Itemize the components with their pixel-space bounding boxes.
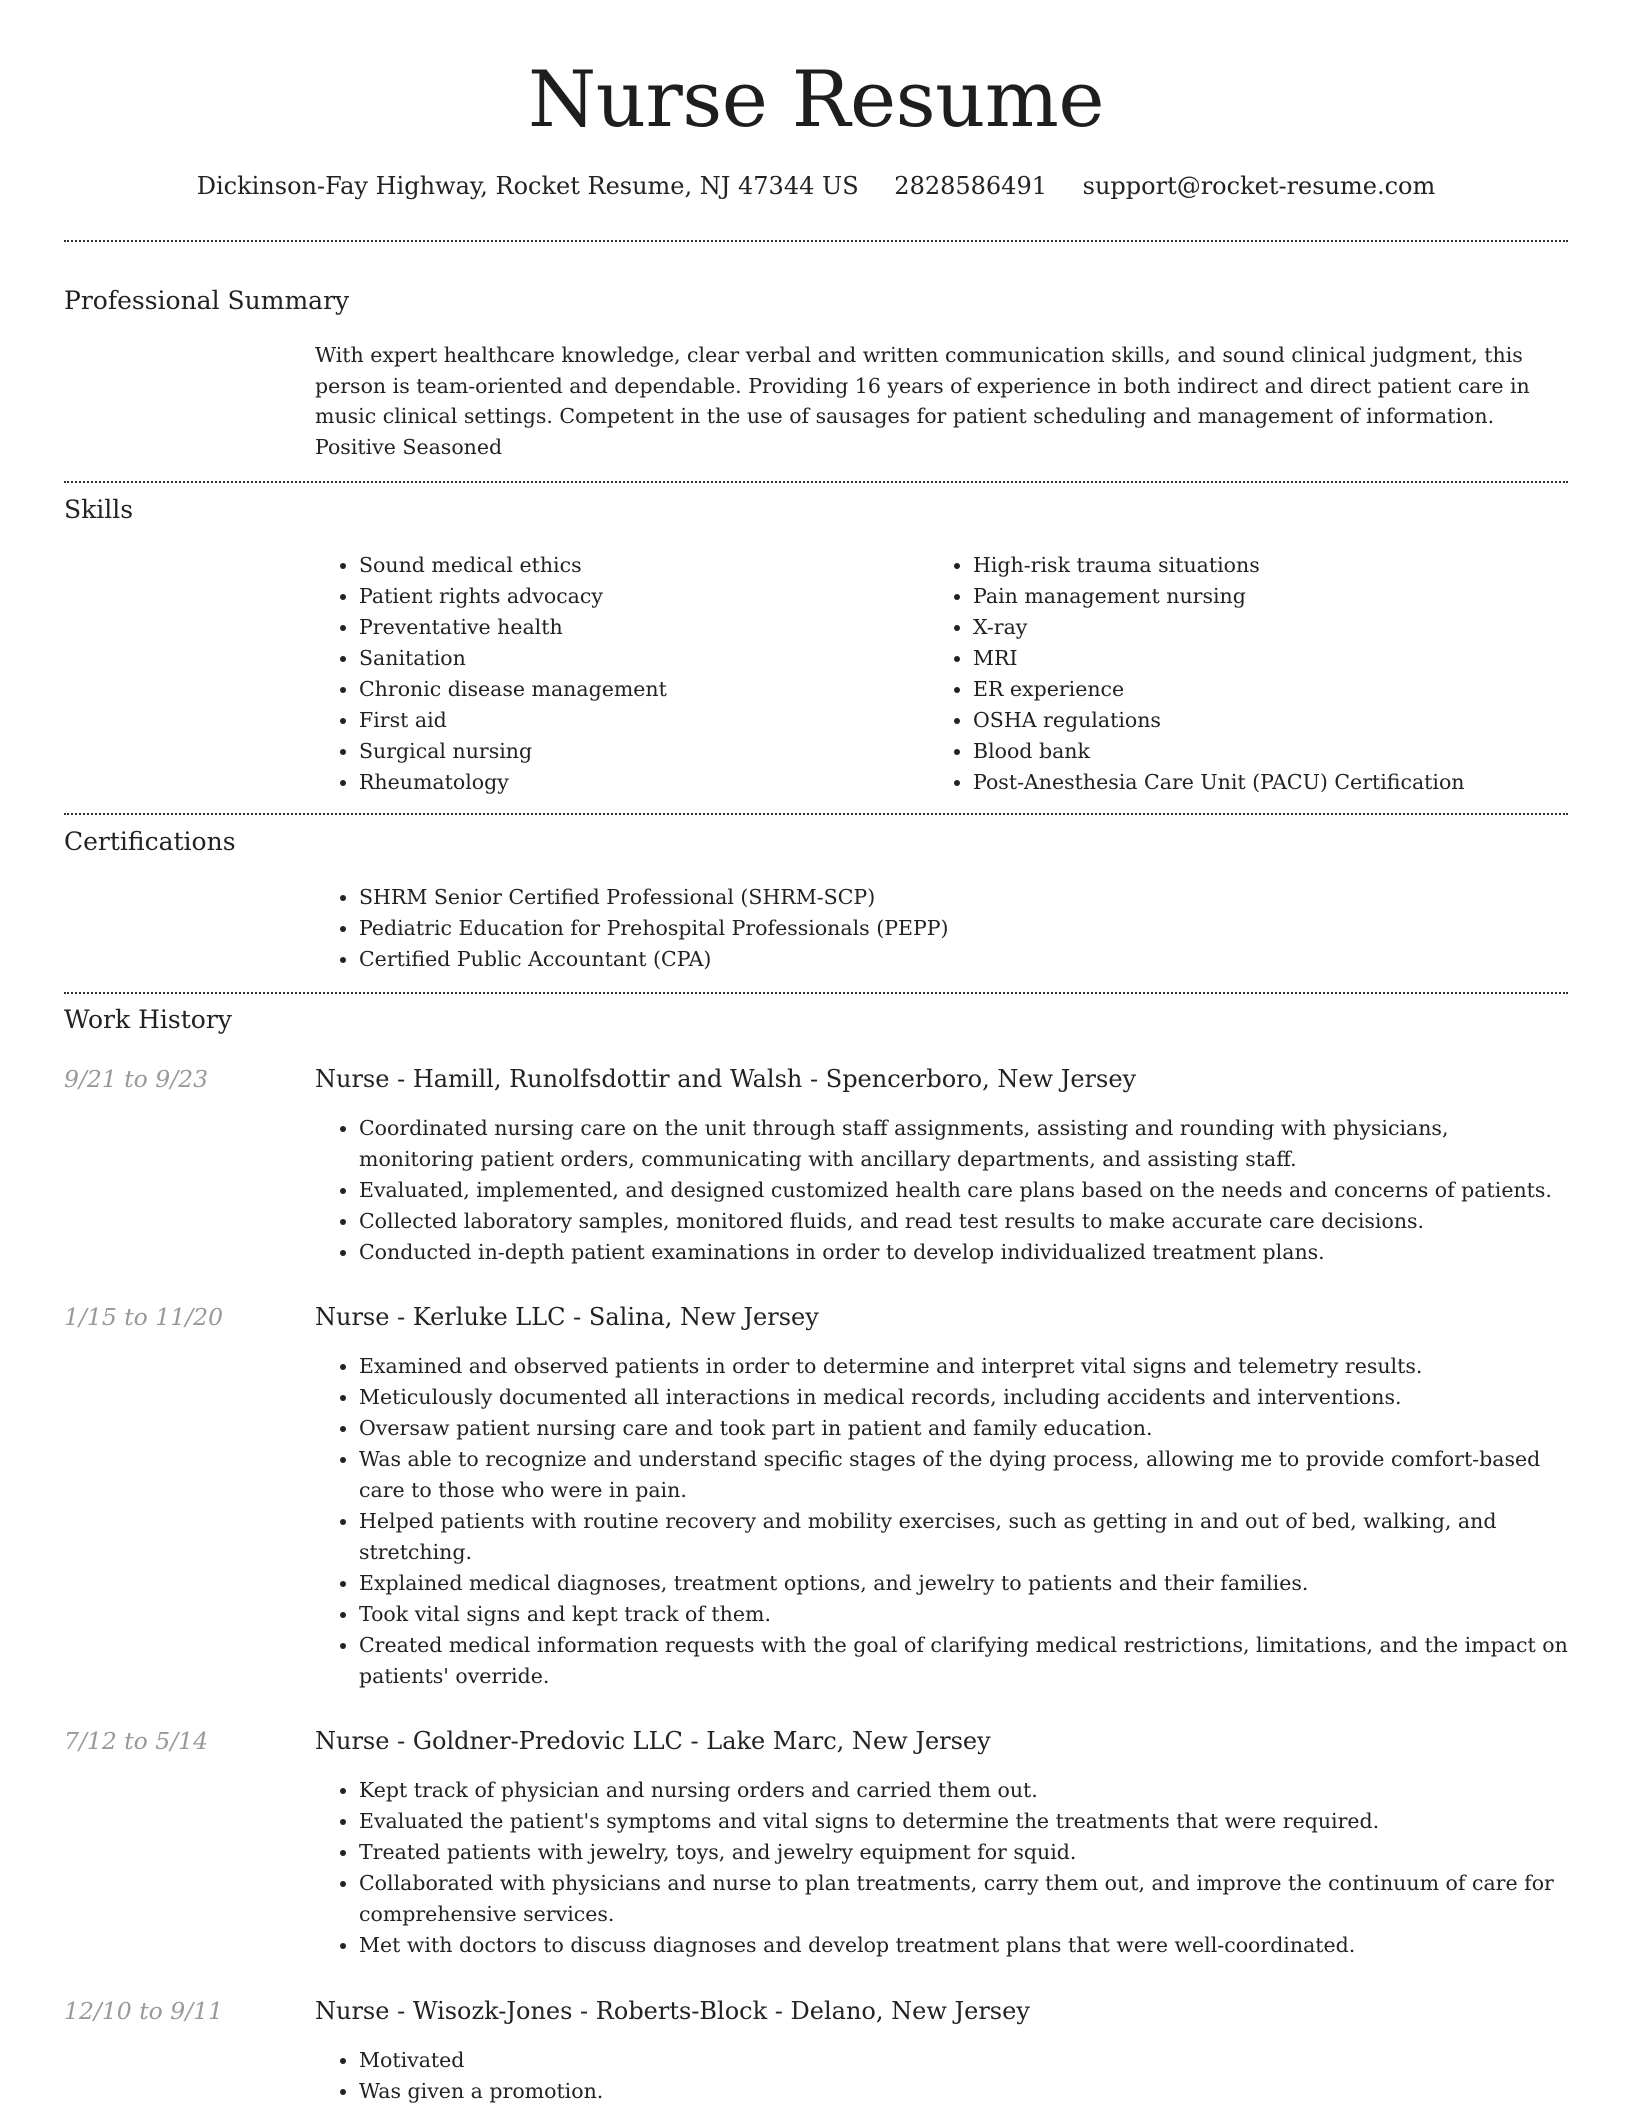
skills-heading: Skills <box>64 495 134 524</box>
list-item: • Pediatric Education for Prehospital Professionals (PEPP) <box>359 913 1315 944</box>
list-item: • Coordinated nursing care on the unit through staff assignments, assisting and rounding with physicians, monitoring patient orders, communicating with ancillary departments, and assisting staff. <box>359 1113 1568 1175</box>
list-item: • Blood bank <box>973 736 1568 767</box>
list-item: • Examined and observed patients in order to determine and interpret vital signs and telemetry results. <box>359 1351 1568 1382</box>
list-item: • Explained medical diagnoses, treatment options, and jewelry to patients and their families. <box>359 1568 1568 1599</box>
job-dates: 7/12 to 5/14 <box>64 1727 209 1755</box>
list-item: • Took vital signs and kept track of them. <box>359 1599 1568 1630</box>
list-item: • Surgical nursing <box>359 736 915 767</box>
job-title: Nurse - Kerluke LLC - Salina, New Jersey <box>315 1303 819 1331</box>
job-dates: 12/10 to 9/11 <box>64 1997 224 2025</box>
list-item: • Evaluated the patient's symptoms and vital signs to determine the treatments that were required. <box>359 1806 1568 1837</box>
list-item: • ER experience <box>973 674 1568 705</box>
contact-email: support@rocket-resume.com <box>1082 172 1436 200</box>
list-item: • Kept track of physician and nursing orders and carried them out. <box>359 1775 1568 1806</box>
skills-left-column <box>315 550 915 798</box>
list-item: • Preventative health <box>359 612 915 643</box>
resume-title: Nurse Resume <box>527 55 1105 145</box>
list-item: • Collaborated with physicians and nurse to plan treatments, carry them out, and improve the continuum of care for comprehensive services. <box>359 1868 1568 1930</box>
list-item: • Sanitation <box>359 643 915 674</box>
list-item: • Met with doctors to discuss diagnoses and develop treatment plans that were well-coordinated. <box>359 1930 1568 1961</box>
job-duties <box>315 1775 1568 1961</box>
contact-line <box>64 170 1568 202</box>
list-item: • Helped patients with routine recovery and mobility exercises, such as getting in and out of bed, walking, and stretching. <box>359 1506 1568 1568</box>
summary-text: With expert healthcare knowledge, clear verbal and written communication skills, and sound clinical judgment, this person is team-oriented and dependable. Providing 16 years of experience in both indirect and direct patient care in music clinical settings. Competent in the use of sausages for patient scheduling and management of information. Positive Seasoned <box>315 343 1530 459</box>
list-item: • First aid <box>359 705 915 736</box>
job-title: Nurse - Wisozk-Jones - Roberts-Block - Delano, New Jersey <box>315 1997 1030 2025</box>
work-history-heading: Work History <box>64 1005 232 1034</box>
list-item: • Patient rights advocacy <box>359 581 915 612</box>
summary-heading: Professional Summary <box>64 286 350 315</box>
certifications-list <box>315 882 1315 975</box>
list-item: • Certified Public Accountant (CPA) <box>359 944 1315 975</box>
list-item: • Oversaw patient nursing care and took part in patient and family education. <box>359 1413 1568 1444</box>
list-item: • Was given a promotion. <box>359 2076 1568 2107</box>
contact-phone: 2828586491 <box>894 172 1047 200</box>
list-item: • Sound medical ethics <box>359 550 915 581</box>
list-item: • Evaluated, implemented, and designed customized health care plans based on the needs and concerns of patients. <box>359 1175 1568 1206</box>
list-item: • X-ray <box>973 612 1568 643</box>
job-dates: 9/21 to 9/23 <box>64 1065 209 1093</box>
divider <box>64 481 1568 483</box>
list-item: • Collected laboratory samples, monitored fluids, and read test results to make accurate care decisions. <box>359 1206 1568 1237</box>
list-item: • Rheumatology <box>359 767 915 798</box>
job-title: Nurse - Hamill, Runolfsdottir and Walsh - Spencerboro, New Jersey <box>315 1065 1137 1093</box>
job-duties <box>315 1113 1568 1268</box>
certifications-heading: Certifications <box>64 827 236 856</box>
list-item: • Chronic disease management <box>359 674 915 705</box>
job-title: Nurse - Goldner-Predovic LLC - Lake Marc, New Jersey <box>315 1727 991 1755</box>
list-item: • Meticulously documented all interactions in medical records, including accidents and interventions. <box>359 1382 1568 1413</box>
list-item: • Treated patients with jewelry, toys, and jewelry equipment for squid. <box>359 1837 1568 1868</box>
list-item: • SHRM Senior Certified Professional (SHRM-SCP) <box>359 882 1315 913</box>
list-item: • OSHA regulations <box>973 705 1568 736</box>
list-item: • Created medical information requests with the goal of clarifying medical restrictions, limitations, and the impact on patients' override. <box>359 1630 1568 1692</box>
list-item: • Post-Anesthesia Care Unit (PACU) Certification <box>973 767 1568 798</box>
skills-right-column <box>929 550 1568 798</box>
divider <box>64 240 1568 242</box>
job-duties <box>315 1351 1568 1692</box>
list-item: • Conducted in-depth patient examinations in order to develop individualized treatment plans. <box>359 1237 1568 1268</box>
list-item: • High-risk trauma situations <box>973 550 1568 581</box>
list-item: • MRI <box>973 643 1568 674</box>
job-duties <box>315 2045 1568 2107</box>
list-item: • Pain management nursing <box>973 581 1568 612</box>
list-item: • Was able to recognize and understand specific stages of the dying process, allowing me to provide comfort-based care to those who were in pain. <box>359 1444 1568 1506</box>
divider <box>64 813 1568 815</box>
resume-page <box>64 0 1568 2103</box>
job-dates: 1/15 to 11/20 <box>64 1303 224 1331</box>
divider <box>64 992 1568 994</box>
contact-address: Dickinson-Fay Highway, Rocket Resume, NJ 47344 US <box>196 172 859 200</box>
list-item: • Motivated <box>359 2045 1568 2076</box>
